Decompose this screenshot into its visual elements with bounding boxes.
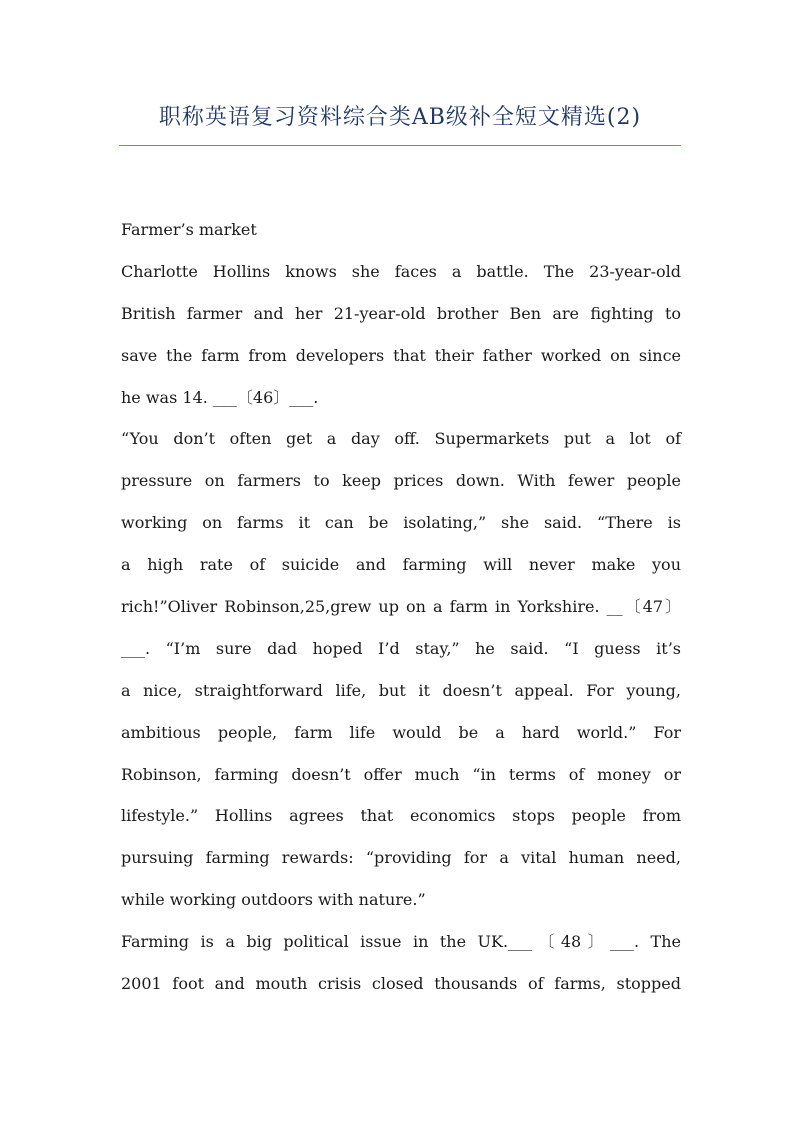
paragraph-line: rich!”Oliver Robinson,25,grew up on a farm in Yorkshire. __〔47〕 (121, 597, 682, 617)
article-body (121, 215, 681, 1011)
paragraph-line: a nice, straightforward life, but it doesn’t appeal. For young, (121, 680, 681, 700)
paragraph-line: a high rate of suicide and farming will never make you (121, 555, 681, 575)
paragraph-line: 2001 foot and mouth crisis closed thousands of farms, stopped (121, 974, 681, 994)
paragraph-line: Farming is a big political issue in the UK.___〔48〕___. The (121, 932, 681, 952)
paragraph-line: he was 14. ___〔46〕___. (121, 387, 319, 407)
paragraph-line: Charlotte Hollins knows she faces a battle. The 23-year-old (121, 261, 681, 281)
paragraph-line: working on farms it can be isolating,” she said. “There is (121, 513, 681, 533)
paragraph-line: British farmer and her 21-year-old brother Ben are fighting to (121, 303, 681, 323)
document-title: 职称英语复习资料综合类AB级补全短文精选(2) (158, 105, 642, 130)
paragraph-line: while working outdoors with nature.” (121, 890, 426, 910)
paragraph-line: pressure on farmers to keep prices down. With fewer people (121, 471, 681, 491)
paragraph-line: pursuing farming rewards: “providing for a vital human need, (121, 848, 681, 868)
article-heading: Farmer’s market (121, 220, 257, 239)
paragraph-line: “You don’t often get a day off. Supermarkets put a lot of (121, 429, 681, 449)
paragraph-line: ambitious people, farm life would be a hard world.” For (121, 722, 681, 742)
paragraph-line: ___. “I’m sure dad hoped I’d stay,” he said. “I guess it’s (121, 638, 681, 658)
paragraph-line: Robinson, farming doesn’t offer much “in terms of money or (121, 764, 681, 784)
paragraph-line: save the farm from developers that their father worked on since (121, 345, 681, 365)
title-divider (119, 145, 681, 146)
paragraph-line: lifestyle.” Hollins agrees that economics stops people from (121, 806, 681, 826)
